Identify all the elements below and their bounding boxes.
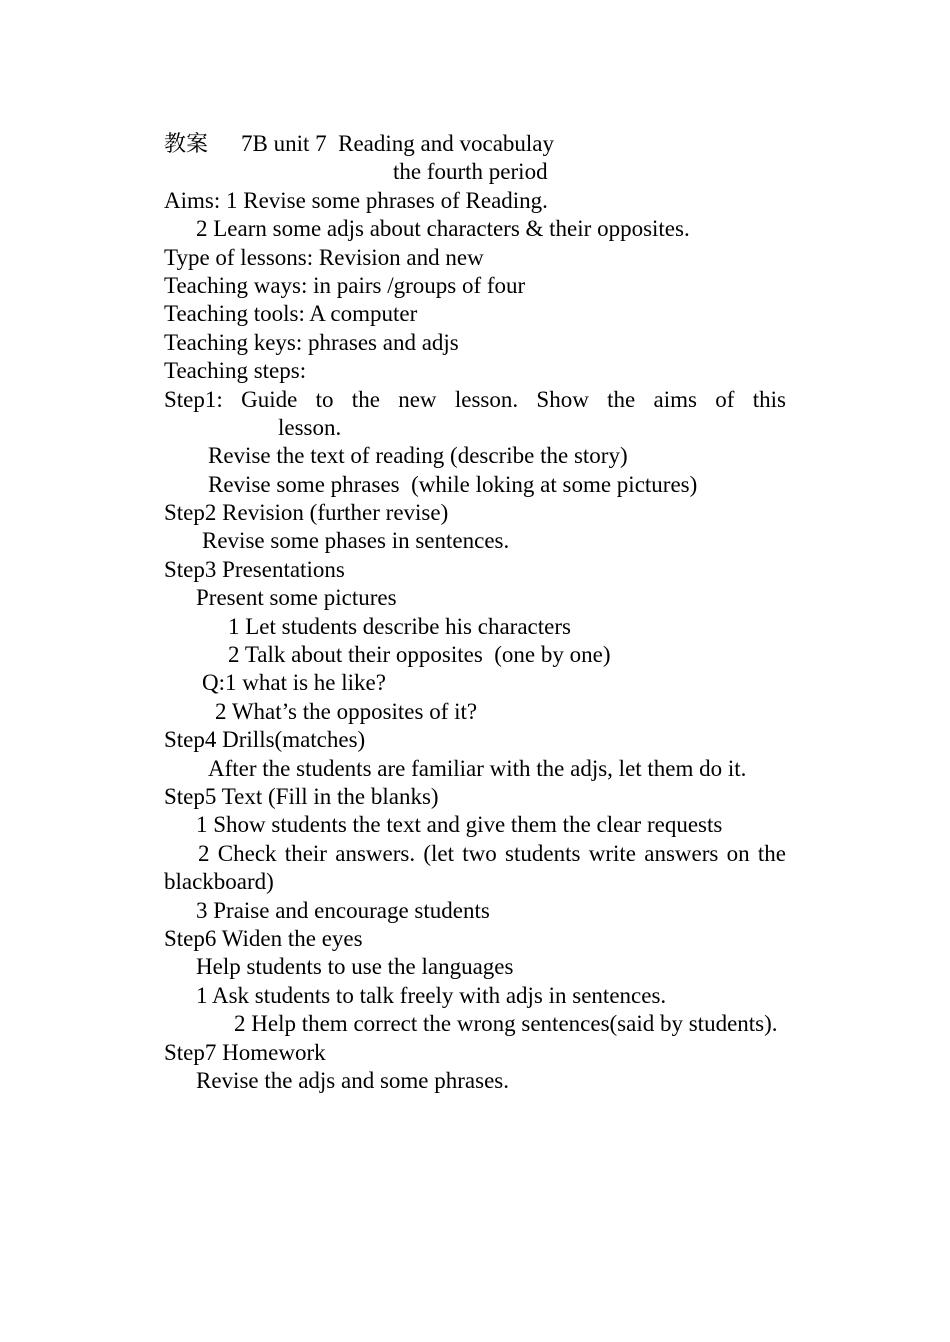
step4-heading: Step4 Drills(matches) <box>164 727 366 753</box>
lesson-plan-document <box>164 130 786 1095</box>
step2-heading: Step2 Revision (further revise) <box>164 500 449 526</box>
teaching-ways: Teaching ways: in pairs /groups of four <box>164 272 526 298</box>
step5-heading: Step5 Text (Fill in the blanks) <box>164 784 439 809</box>
step7-item-a: Revise the adjs and some phrases. <box>196 1067 509 1093</box>
step5-item-b: 2 Check their answers. (let two students write answers on the blackboard) <box>164 840 786 895</box>
step7-heading: Step7 Homework <box>164 1039 326 1065</box>
step6-item-c: 2 Help them correct the wrong sentences(said by students). <box>234 1011 778 1037</box>
aims-line-2: 2 Learn some adjs about characters & their opposites. <box>196 216 690 242</box>
step6-item-a: Help students to use the languages <box>196 954 514 980</box>
step3-item-a: Present some pictures <box>196 585 397 611</box>
lesson-type: Type of lessons: Revision and new <box>164 244 484 270</box>
document-title: 7B unit 7 Reading and vocabulay <box>241 131 555 156</box>
teaching-keys: Teaching keys: phrases and adjs <box>164 329 459 355</box>
step1-item-a: Revise the text of reading (describe the story) <box>208 443 628 469</box>
step5-item-a: 1 Show students the text and give them the clear requests <box>196 812 723 838</box>
step4-item-a: After the students are familiar with the adjs, let them do it. <box>208 755 747 781</box>
step3-item-c: 2 Talk about their opposites (one by one) <box>228 642 611 668</box>
step3-item-b: 1 Let students describe his characters <box>228 613 571 639</box>
cn-label: 教案 <box>164 132 209 157</box>
step1-heading-cont: lesson. <box>278 414 342 440</box>
step2-item-a: Revise some phases in sentences. <box>202 528 510 554</box>
step6-heading: Step6 Widen the eyes <box>164 925 363 951</box>
step3-question-1: Q:1 what is he like? <box>202 670 386 696</box>
step3-heading: Step3 Presentations <box>164 556 345 582</box>
step1-heading: Step1: Guide to the new lesson. Show the aims of this <box>164 386 786 412</box>
step3-question-2: 2 What’s the opposites of it? <box>215 698 478 724</box>
step1-item-b: Revise some phrases (while loking at some pictures) <box>208 471 698 497</box>
teaching-tools: Teaching tools: A computer <box>164 301 418 327</box>
step6-item-b: 1 Ask students to talk freely with adjs in sentences. <box>196 982 667 1008</box>
document-subtitle: the fourth period <box>393 159 548 185</box>
step5-item-c: 3 Praise and encourage students <box>196 897 490 923</box>
teaching-steps-heading: Teaching steps: <box>164 358 307 384</box>
title-line <box>164 130 786 158</box>
aims-line-1: Aims: 1 Revise some phrases of Reading. <box>164 187 548 213</box>
